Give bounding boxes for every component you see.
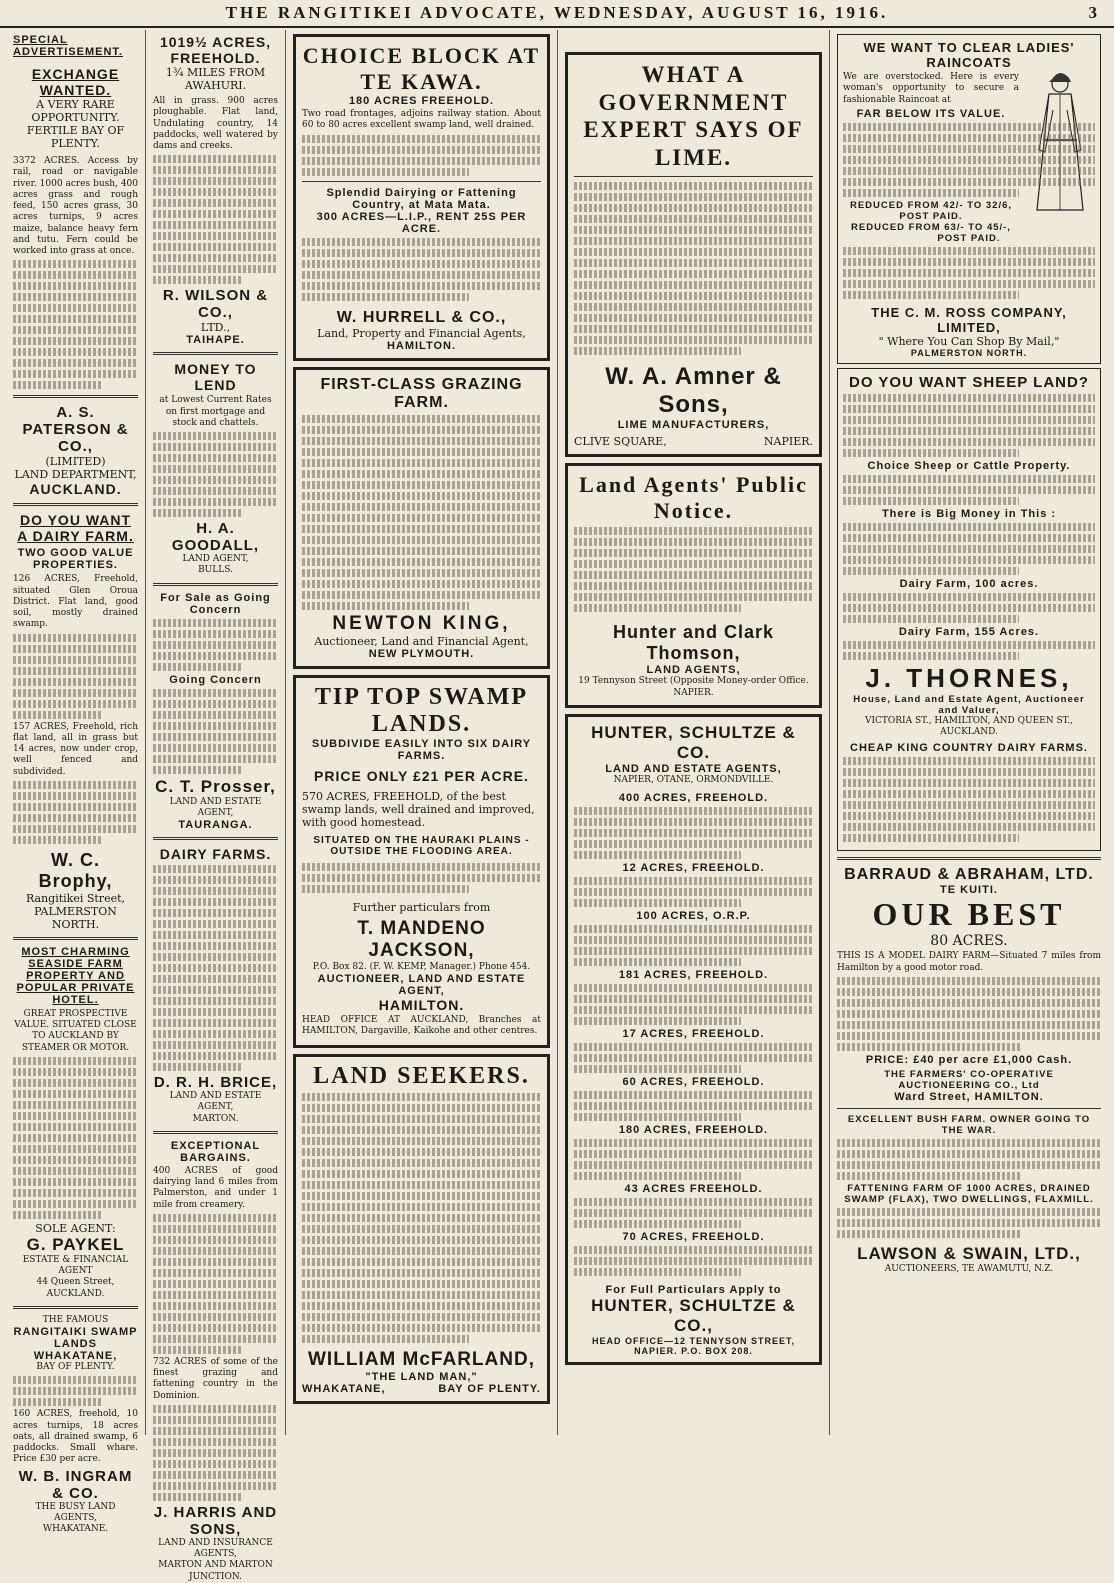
dairy-100-heading: Dairy Farm, 100 acres.: [899, 577, 1039, 590]
raincoats-heading: WE WANT TO CLEAR LADIES' RAINCOATS: [863, 40, 1075, 70]
goodall-role: LAND AGENT,: [182, 554, 249, 564]
amner-city: NAPIER.: [763, 435, 813, 449]
prosser-name: C. T. Prosser,: [155, 776, 276, 796]
jackson-box: P.O. Box 82. (F. W. KEMP, Manager.) Phone 454.: [312, 961, 531, 972]
mcfarland-tag: "THE LAND MAN,": [365, 1371, 478, 1384]
splendid-heading: Splendid Dairying or Fattening Country, at Mata Mata.: [326, 186, 517, 211]
tekawa-title: CHOICE BLOCK AT TE KAWA.: [302, 43, 541, 94]
masthead-title: THE RANGITIKEI ADVOCATE, WEDNESDAY, AUGUST 16, 1916.: [225, 3, 889, 22]
special-heading: SPECIAL ADVERTISEMENT.: [13, 34, 123, 58]
bush-farm-heading: EXCELLENT BUSH FARM. OWNER GOING TO THE WAR.: [847, 1113, 1091, 1136]
sole-agent: SOLE AGENT:: [35, 1221, 116, 1235]
paterson-dept: LAND DEPARTMENT,: [14, 468, 137, 482]
ad-732: 732 ACRES of some of the finest grazing and fattening country in the Dominion.: [153, 1356, 278, 1401]
big-money-heading: There is Big Money in This :: [881, 507, 1057, 520]
a60-heading: 60 ACRES, FREEHOLD.: [622, 1076, 765, 1089]
kuiti-line: TE KUITI.: [940, 884, 998, 897]
goodall-name: H. A. GOODALL,: [171, 520, 260, 554]
famous-line: THE FAMOUS: [42, 1314, 109, 1325]
concern-heading-2: Going Concern: [169, 673, 262, 686]
sheep-heading: DO YOU WANT SHEEP LAND?: [849, 373, 1089, 391]
exchange-heading: EXCHANGE WANTED.: [31, 66, 120, 98]
dairy-155-heading: Dairy Farm, 155 Acres.: [898, 625, 1040, 638]
ross-city: PALMERSTON NORTH.: [910, 347, 1028, 358]
jackson-role: AUCTIONEER, LAND AND ESTATE AGENT,: [317, 972, 526, 997]
ingram-name: W. B. INGRAM & CO.: [18, 1467, 133, 1502]
raincoats-intro: We are overstocked. Here is every woman's opportunity to secure a fashionable Raincoat at: [843, 72, 1019, 105]
ross-name: THE C. M. ROSS COMPANY, LIMITED,: [871, 304, 1067, 335]
newton-role: Auctioneer, Land and Financial Agent,: [314, 634, 529, 648]
dairy-heading: DO YOU WANT A DAIRY FARM.: [17, 512, 134, 545]
mcfarland-region: BAY OF PLENTY.: [438, 1383, 541, 1396]
column-5: [830, 30, 1108, 1435]
wilson-name: R. WILSON & CO.,: [162, 287, 269, 322]
thornes-name: J. THORNES,: [865, 662, 1073, 693]
prosser-city: TAURANGA.: [178, 819, 253, 831]
fattening-heading: FATTENING FARM OF 1000 ACRES, DRAINED SWAMP (FLAX), TWO DWELLINGS, FLAXMILL.: [844, 1182, 1094, 1205]
a12-heading: 12 ACRES, FREEHOLD.: [622, 862, 765, 875]
a17-heading: 17 ACRES, FREEHOLD.: [622, 1028, 765, 1041]
choice-heading: Choice Sheep or Cattle Property.: [867, 459, 1071, 472]
columns: [6, 30, 1108, 1582]
jackson-office: HEAD OFFICE AT AUCKLAND, Branches at HAMILTON, Dargaville, Kaikohe and other centres.: [302, 1014, 541, 1036]
harris-name: J. HARRIS AND SONS,: [153, 1503, 278, 1538]
a181-heading: 181 ACRES, FREEHOLD.: [618, 969, 769, 982]
farmers-address: Ward Street, HAMILTON.: [894, 1090, 1044, 1103]
page-number: 3: [1088, 3, 1100, 22]
brophy-name: W. C. Brophy,: [38, 849, 113, 891]
reduced-2: REDUCED FROM 63/- TO 45/-, POST PAID.: [851, 221, 1011, 244]
hurrell-role: Land, Property and Financial Agents,: [317, 326, 526, 340]
jackson-name: T. MANDENO JACKSON,: [357, 917, 486, 961]
notice-heading: Land Agents' Public Notice.: [579, 472, 808, 524]
concern-heading: For Sale as Going Concern: [160, 591, 271, 616]
tiptop-heading: TIP TOP SWAMP LANDS.: [314, 683, 529, 737]
tekawa-sub: 180 ACRES FREEHOLD.: [348, 95, 495, 107]
brice-role: LAND AND ESTATE AGENT,: [169, 1091, 262, 1113]
brice-name: D. R. H. BRICE,: [153, 1074, 278, 1091]
paterson-city: AUCKLAND.: [29, 481, 122, 498]
dairy-farms-heading: DAIRY FARMS.: [159, 846, 272, 862]
hunterclark-address: 19 Tennyson Street (Opposite Money-order Office. NAPIER.: [578, 676, 809, 698]
splendid-sub: 300 ACRES—L.I.P., RENT 25S PER ACRE.: [316, 210, 527, 235]
a400-heading: 400 ACRES, FREEHOLD.: [618, 792, 769, 805]
column-3: [286, 30, 558, 1435]
lead-ad: 3372 ACRES. Access by rail, road or navigable river. 1000 acres bush, 400 acres grass and rough feed, 150 acres grass, 30 acres turnips, 9 acres maize, balance heavy fern and tutu. Fern could be worked into grass at once.: [13, 156, 138, 256]
hs-cities: NAPIER, OTANE, ORMONDVILLE.: [613, 774, 774, 785]
ad-160: 160 ACRES, freehold, 10 acres turnips, 18 acres oats, all drained swamp, 6 paddocks. Small whare. Price £30 per acre.: [13, 1409, 138, 1465]
masthead: [0, 0, 1114, 28]
hotel-heading: MOST CHARMING SEASIDE FARM PROPERTY AND POPULAR PRIVATE HOTEL.: [16, 945, 135, 1006]
a100-heading: 100 ACRES, O.R.P.: [636, 910, 751, 923]
brophy-city: PALMERSTON NORTH.: [34, 904, 117, 931]
ad-400: 400 ACRES of good dairying land 6 miles from Palmerston, and under 1 mile from creamery.: [153, 1165, 278, 1210]
lawson-name: LAWSON & SWAIN, LTD.,: [857, 1243, 1081, 1263]
ad-126: 126 ACRES, Freehold, situated Glen Oroua District. Flat land, good soil, mostly drained swamp.: [13, 574, 138, 630]
mcfarland-city: WHAKATANE,: [302, 1383, 386, 1396]
harris-role: LAND AND INSURANCE AGENTS,: [158, 1537, 273, 1559]
rare-line: A VERY RARE OPPORTUNITY.: [31, 98, 120, 124]
paykel-name: G. PAYKEL: [26, 1234, 125, 1254]
ingram-city: WHAKATANE.: [42, 1524, 109, 1534]
lawson-city: AUCTIONEERS, TE AWAMUTU, N.Z.: [884, 1263, 1054, 1274]
hs-name-footer: HUNTER, SCHULTZE & CO.,: [591, 1296, 796, 1336]
wilson-ltd: LTD.,: [200, 321, 231, 335]
money-body: at Lowest Current Rates on first mortgage and stock and chattels.: [159, 395, 272, 428]
hotel-sub: GREAT PROSPECTIVE VALUE. SITUATED CLOSE TO AUCKLAND BY STEAMER OR MOTOR.: [14, 1008, 137, 1053]
hunterclark-name: Hunter and Clark Thomson,: [612, 622, 775, 664]
whakatane-heading: WHAKATANE,: [33, 1350, 118, 1362]
thornes-address: VICTORIA ST., HAMILTON, AND QUEEN ST., AUCKLAND.: [864, 715, 1074, 737]
awahuri-title: 1019½ ACRES, FREEHOLD.: [159, 34, 272, 66]
barraud-name: BARRAUD & ABRAHAM, LTD.: [844, 866, 1094, 884]
ross-tag: " Where You Can Shop By Mail,": [878, 334, 1060, 348]
newton-city: NEW PLYMOUTH.: [368, 647, 475, 660]
a70-heading: 70 ACRES, FREEHOLD.: [622, 1231, 765, 1244]
hauraki-heading: SITUATED ON THE HAURAKI PLAINS - OUTSIDE THE FLOODING AREA.: [313, 834, 530, 857]
far-below: FAR BELOW ITS VALUE.: [856, 107, 1006, 120]
paterson-limited: (LIMITED): [45, 455, 106, 469]
bargains-heading: EXCEPTIONAL BARGAINS.: [170, 1139, 261, 1164]
prosser-role: LAND AND ESTATE AGENT,: [169, 796, 262, 818]
ingram-role: THE BUSY LAND AGENTS,: [35, 1501, 116, 1523]
paykel-address: 44 Queen Street, AUCKLAND.: [36, 1277, 115, 1299]
column-1: [6, 30, 146, 1534]
grazing-heading: FIRST-CLASS GRAZING FARM.: [320, 375, 523, 411]
money-heading: MONEY TO LEND: [174, 361, 257, 394]
paykel-role: ESTATE & FINANCIAL AGENT: [22, 1254, 129, 1276]
mcfarland-name: WILLIAM McFARLAND,: [308, 1349, 535, 1371]
amner-name: W. A. Amner & Sons,: [605, 363, 782, 419]
reduced-1: REDUCED FROM 42/- TO 32/6, POST PAID.: [849, 199, 1013, 222]
model-farm: THIS IS A MODEL DAIRY FARM—Situated 7 miles from Hamilton by a good motor road.: [837, 951, 1101, 973]
brice-city: MARTON.: [192, 1113, 239, 1124]
subdivide-heading: SUBDIVIDE EASILY INTO SIX DAIRY FARMS.: [311, 737, 532, 762]
farmers-name: THE FARMERS' CO-OPERATIVE AUCTIONEERING CO., Ltd: [884, 1068, 1054, 1091]
hs-role: LAND AND ESTATE AGENTS,: [605, 762, 782, 775]
amner-square: CLIVE SQUARE,: [574, 435, 667, 449]
hs-name: HUNTER, SCHULTZE & CO.: [591, 722, 796, 762]
column-4: [558, 30, 830, 1435]
best-price: PRICE: £40 per acre £1,000 Cash.: [865, 1053, 1073, 1066]
a43-heading: 43 ACRES FREEHOLD.: [624, 1183, 763, 1196]
thornes-role: House, Land and Estate Agent, Auctioneer and Valuer,: [853, 693, 1085, 716]
newton-name: NEWTON KING,: [332, 612, 511, 634]
bay-line: BAY OF PLENTY.: [36, 1362, 115, 1372]
lime-heading: WHAT A GOVERNMENT EXPERT SAYS OF LIME.: [583, 62, 804, 170]
awahuri-sub: 1¾ MILES FROM AWAHURI.: [165, 66, 266, 92]
jackson-city: HAMILTON.: [378, 996, 465, 1013]
awahuri-body: All in grass. 900 acres ploughable. Flat land, Undulating country, 14 paddocks, well watered by dams and creeks.: [153, 96, 278, 151]
paterson-name: A. S. PATERSON & CO.,: [22, 404, 129, 456]
hs-head-office: HEAD OFFICE—12 TENNYSON STREET, NAPIER. P.O. BOX 208.: [591, 1336, 796, 1357]
seekers-heading: LAND SEEKERS.: [313, 1063, 530, 1090]
harris-city: MARTON AND MARTON JUNCTION.: [158, 1560, 273, 1582]
ad-157: 157 ACRES, Freehold, rich flat land, all in grass but 14 acres, now under crop, well fenced and subdivided.: [13, 721, 138, 777]
two-properties: TWO GOOD VALUE PROPERTIES.: [17, 547, 134, 572]
wilson-city: TAIHAPE.: [186, 334, 245, 347]
further-line: Further particulars from: [352, 900, 491, 914]
price-heading: PRICE ONLY £21 PER ACRE.: [314, 767, 529, 784]
amner-role: LIME MANUFACTURERS,: [617, 419, 770, 432]
a180-heading: 180 ACRES, FREEHOLD.: [618, 1124, 769, 1137]
fertile-line: FERTILE BAY OF PLENTY.: [26, 124, 125, 150]
swamp-heading: RANGITAIKI SWAMP LANDS: [13, 1326, 138, 1350]
tekawa-body: Two road frontages, adjoins railway station. About 60 to 80 acres excellent swamp land, well drained.: [302, 109, 541, 131]
hurrell-name: W. HURRELL & CO.,: [336, 308, 507, 326]
best-acres: 80 ACRES.: [930, 933, 1008, 950]
full-particulars: For Full Particulars Apply to: [605, 1284, 782, 1297]
hunterclark-role: LAND AGENTS,: [646, 664, 741, 677]
brophy-street: Rangitikei Street,: [25, 891, 126, 905]
cheap-heading: CHEAP KING COUNTRY DAIRY FARMS.: [850, 742, 1088, 755]
ad-570: 570 ACRES, FREEHOLD, of the best swamp lands, well drained and improved, with good homestead.: [302, 789, 535, 829]
column-2: [146, 30, 286, 1582]
hurrell-city: HAMILTON.: [386, 339, 457, 352]
our-best-heading: OUR BEST: [872, 896, 1066, 933]
goodall-city: BULLS.: [198, 565, 233, 576]
